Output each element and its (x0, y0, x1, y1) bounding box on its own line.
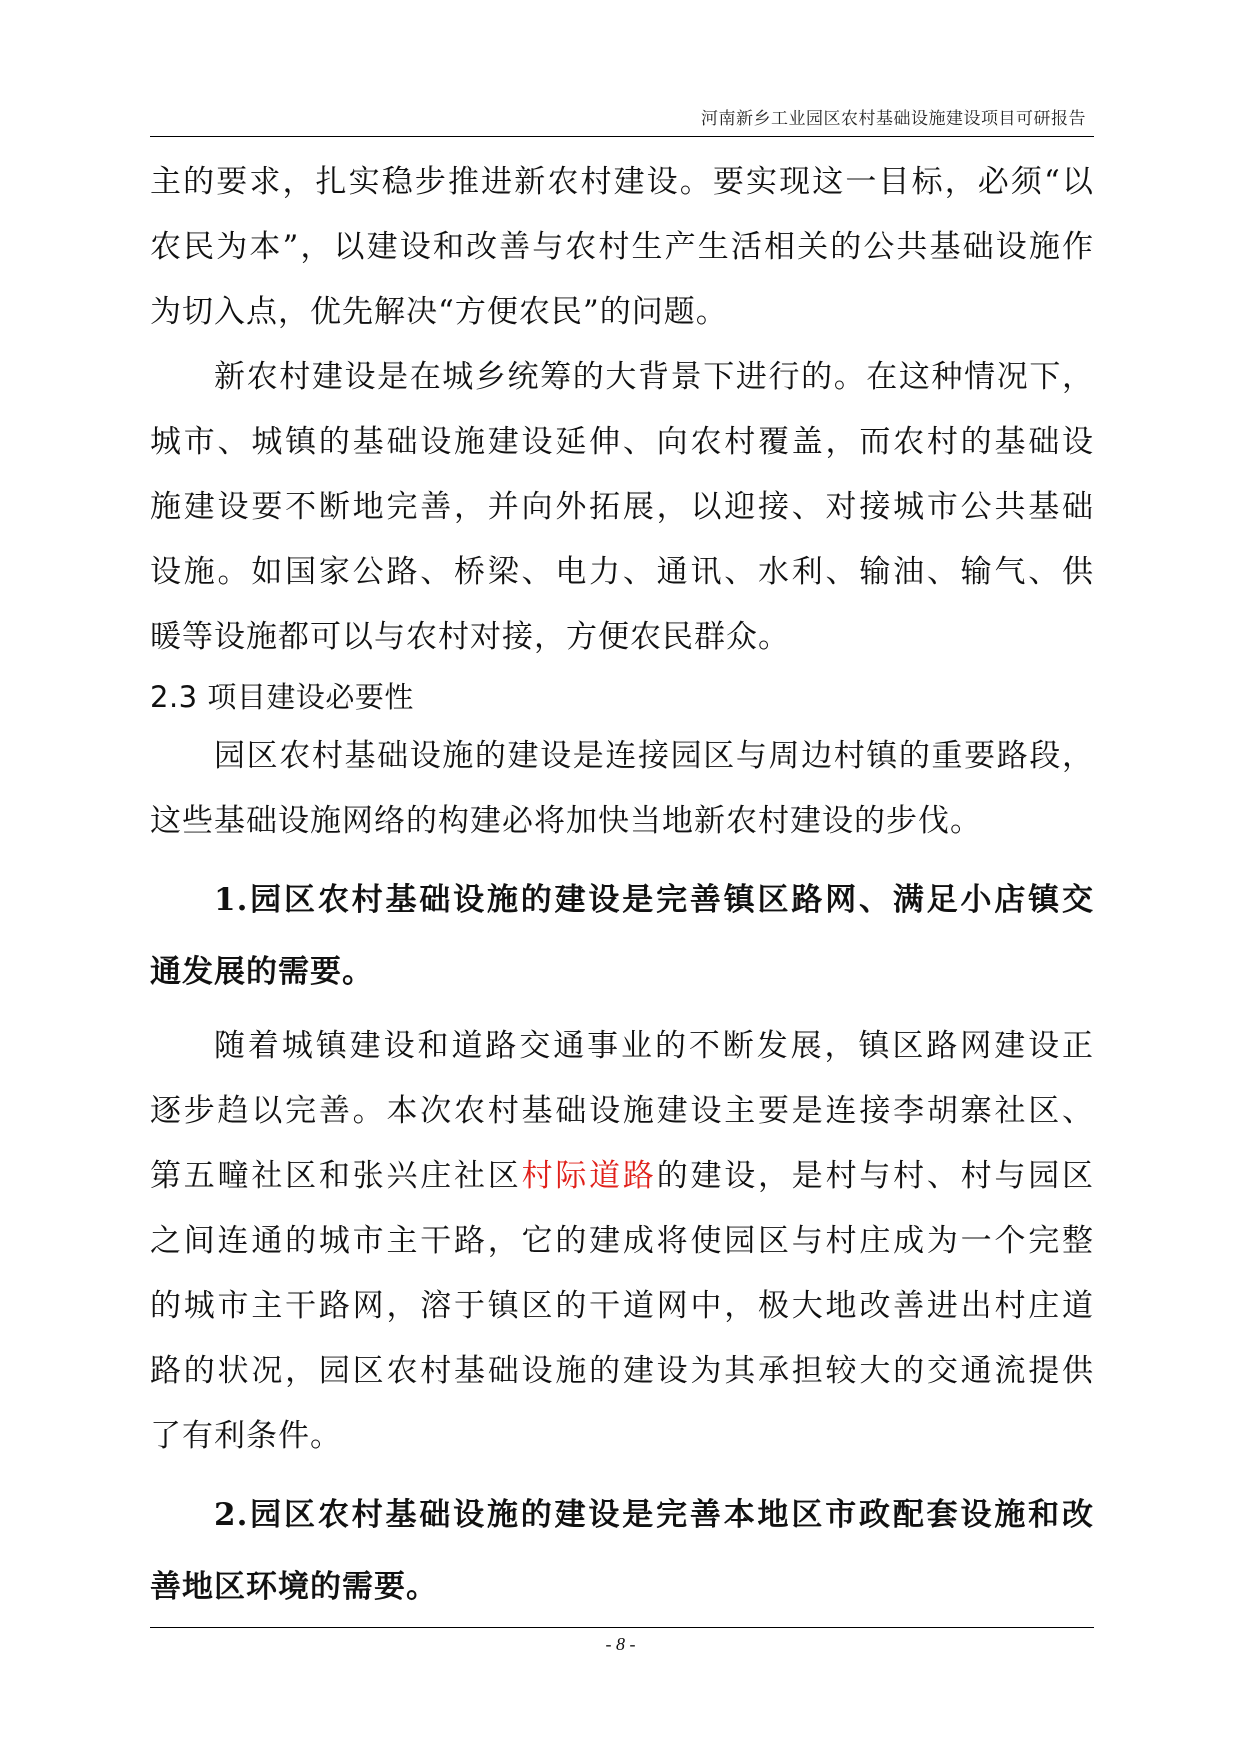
text-segment: 的建设，是村与村、村与园区 (656, 1158, 1094, 1194)
section-heading: 2.3 项目建设必要性 (150, 680, 414, 714)
page-number: - 8 - (605, 1634, 636, 1654)
highlighted-term: 村际道路 (521, 1158, 657, 1194)
text-line: 逐步趋以完善。本次农村基础设施建设主要是连接李胡寨社区、 (150, 1093, 1094, 1129)
paragraph-necessity-intro (150, 724, 1094, 854)
header-rule (150, 136, 1094, 137)
text-line-with-highlight (150, 1144, 1094, 1209)
bold-subheading-1 (150, 864, 1094, 1008)
text-line: 城市、城镇的基础设施建设延伸、向农村覆盖，而农村的基础设 (150, 424, 1094, 460)
bold-line: 1.园区农村基础设施的建设是完善镇区路网、满足小店镇交 (214, 882, 1094, 918)
bold-subheading-2 (150, 1479, 1094, 1623)
text-line: 路的状况，园区农村基础设施的建设为其承担较大的交通流提供 (150, 1353, 1094, 1389)
paragraph-continuation (150, 150, 1094, 345)
text-line: 这些基础设施网络的构建必将加快当地新农村建设的步伐。 (150, 803, 982, 839)
paragraph-new-countryside (150, 345, 1094, 670)
text-line: 了有利条件。 (150, 1418, 342, 1454)
bold-line: 2.园区农村基础设施的建设是完善本地区市政配套设施和改 (214, 1497, 1094, 1533)
text-line: 之间连通的城市主干路，它的建成将使园区与村庄成为一个完整 (150, 1223, 1094, 1259)
text-line: 为切入点，优先解决“方便农民”的问题。 (150, 294, 728, 330)
text-line: 设施。如国家公路、桥梁、电力、通讯、水利、输油、输气、供 (150, 554, 1094, 590)
text-line: 农民为本”，以建设和改善与农村生产生活相关的公共基础设施作 (150, 229, 1094, 265)
bold-line: 善地区环境的需要。 (150, 1569, 438, 1605)
footer-rule (150, 1627, 1094, 1628)
bold-line: 通发展的需要。 (150, 954, 374, 990)
paragraph-road-network (150, 1014, 1094, 1469)
text-line: 主的要求，扎实稳步推进新农村建设。要实现这一目标，必须“以 (150, 164, 1094, 200)
running-header: 河南新乡工业园区农村基础设施建设项目可研报告 (701, 109, 1086, 129)
text-line: 园区农村基础设施的建设是连接园区与周边村镇的重要路段， (214, 738, 1094, 774)
text-segment: 第五疃社区和张兴庄社区 (150, 1158, 522, 1194)
text-line: 施建设要不断地完善，并向外拓展，以迎接、对接城市公共基础 (150, 489, 1094, 525)
text-line: 的城市主干路网，溶于镇区的干道网中，极大地改善进出村庄道 (150, 1288, 1094, 1324)
text-line: 随着城镇建设和道路交通事业的不断发展，镇区路网建设正 (214, 1028, 1094, 1064)
text-line: 新农村建设是在城乡统筹的大背景下进行的。在这种情况下， (214, 359, 1094, 395)
text-line: 暖等设施都可以与农村对接，方便农民群众。 (150, 619, 790, 655)
page-body (150, 150, 1094, 1623)
